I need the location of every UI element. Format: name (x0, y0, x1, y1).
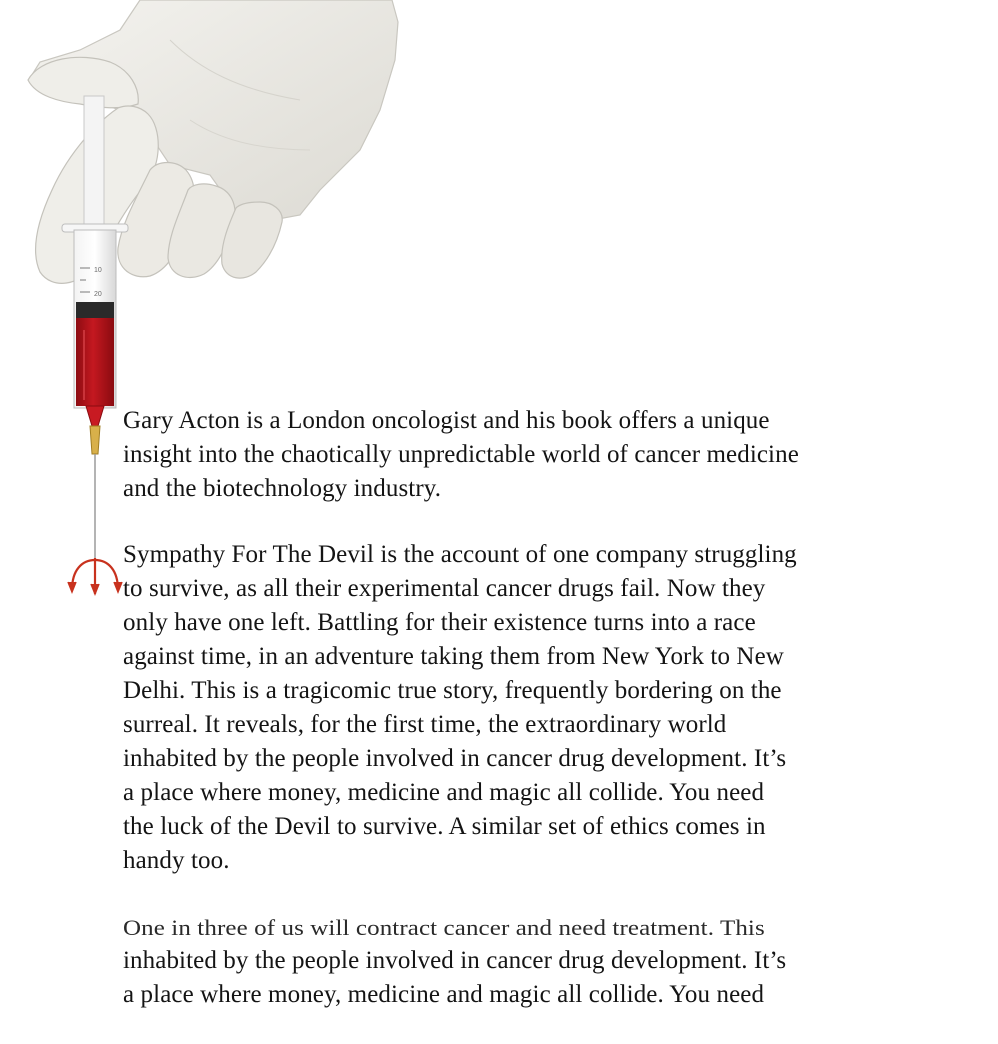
text-line: only have one left. Battling for their existence turns into a race (123, 609, 756, 636)
text-line: a place where money, medicine and magic all collide. You need (123, 981, 765, 1008)
text-line: a place where money, medicine and magic all collide. You need (123, 779, 765, 806)
text-line: against time, in an adventure taking them from New York to New (123, 643, 784, 670)
text-line: Sympathy For The Devil is the account of one company struggling (123, 541, 797, 568)
text-line: inhabited by the people involved in cancer drug development. It’s (123, 745, 787, 772)
paragraph-author-intro (123, 404, 923, 506)
blood-filled-barrel (76, 318, 114, 406)
paragraph-cancer-statistic (123, 910, 923, 1012)
text-line: insight into the chaotically unpredictable world of cancer medicine (123, 441, 799, 468)
barrel-mark-20: 20 (94, 291, 102, 298)
text-line: the luck of the Devil to survive. A similar set of ethics comes in (123, 813, 766, 840)
text-line: inhabited by the people involved in cancer drug development. It’s (123, 947, 787, 974)
text-line: One in three of us will contract cancer and need treatment. This (123, 916, 765, 941)
barrel-mark-10: 10 (94, 267, 102, 274)
text-line: Gary Acton is a London oncologist and his book offers a unique (123, 407, 770, 434)
blurb-text (123, 404, 923, 1044)
text-line: handy too. (123, 847, 230, 874)
text-line: Delhi. This is a tragicomic true story, frequently bordering on the (123, 677, 782, 704)
text-line: to survive, as all their experimental cancer drugs fail. Now they (123, 575, 766, 602)
trident-icon (68, 558, 122, 594)
text-line: surreal. It reveals, for the first time, the extraordinary world (123, 711, 727, 738)
paragraph-book-summary (123, 538, 923, 878)
text-line: and the biotechnology industry. (123, 475, 442, 502)
